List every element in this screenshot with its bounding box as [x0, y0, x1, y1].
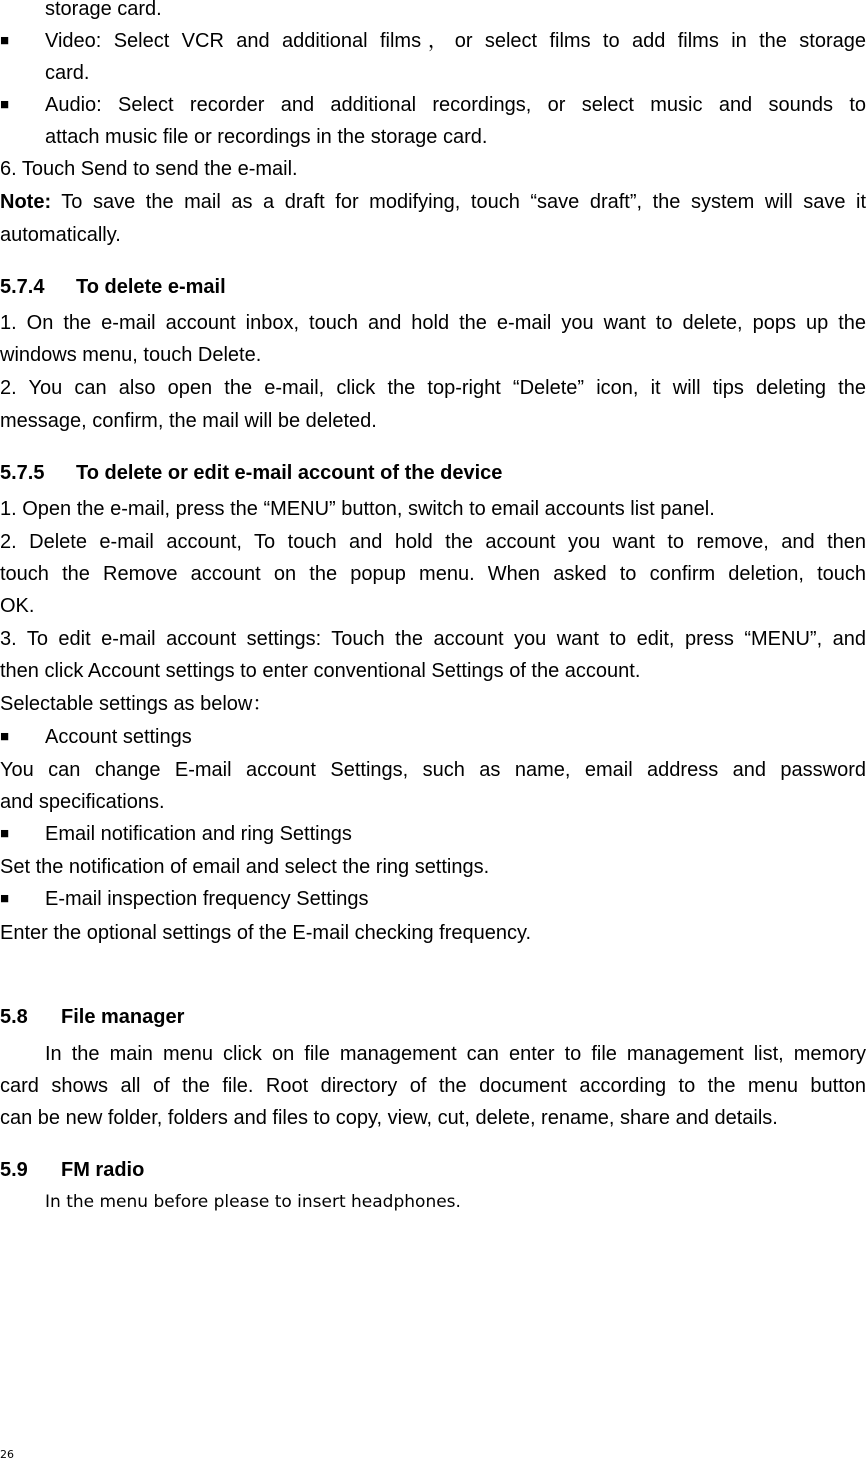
section-title: To delete or edit e-mail account of the device — [76, 462, 503, 484]
text-line: card. — [45, 62, 90, 84]
text-line: Set the notification of email and select the ring settings. — [0, 856, 490, 878]
text-line: and specifications. — [0, 791, 165, 813]
text-line: automatically. — [0, 224, 121, 246]
note-text: To save the mail as a draft for modifying, touch “save draft”, the system will save it — [51, 191, 866, 213]
text-line: message, confirm, the mail will be deleted. — [0, 410, 377, 432]
bullet-item-video: Video: Select VCR and additional films，or select films to add films in the storage — [45, 30, 866, 52]
heading-5-7-4 — [0, 271, 866, 303]
heading-5-9 — [0, 1154, 866, 1186]
text-line: In the main menu click on file management can enter to file management list, memory — [45, 1043, 866, 1065]
text-line: 3. To edit e-mail account settings: Touch the account you want to edit, press “MENU”, and — [0, 628, 866, 650]
bullet-item-audio: Audio: Select recorder and additional recordings, or select music and sounds to — [45, 94, 866, 116]
bullet-icon: ■ — [0, 32, 10, 49]
section-title: To delete e-mail — [76, 276, 226, 298]
section-number: 5.7.5 — [0, 462, 45, 484]
note-paragraph — [0, 186, 866, 218]
section-number: 5.9 — [0, 1159, 28, 1181]
heading-5-8 — [0, 1001, 866, 1033]
bullet-item-frequency: E-mail inspection frequency Settings — [45, 888, 369, 910]
text-line: You can change E-mail account Settings, such as name, email address and password — [0, 759, 866, 781]
bullet-icon: ■ — [0, 890, 10, 907]
bullet-item-notification: Email notification and ring Settings — [45, 823, 352, 845]
text-line: OK. — [0, 595, 35, 617]
text-line: storage card. — [45, 0, 162, 20]
text-line: windows menu, touch Delete. — [0, 344, 262, 366]
step-6: 6. Touch Send to send the e-mail. — [0, 158, 298, 180]
bullet-item-account-settings: Account settings — [45, 726, 192, 748]
bullet-icon: ■ — [0, 728, 10, 745]
note-label: Note: — [0, 191, 52, 213]
text-line: 2. You can also open the e-mail, click the top-right “Delete” icon, it will tips deleting the — [0, 377, 866, 399]
text-line: attach music file or recordings in the storage card. — [45, 126, 488, 148]
text-line: touch the Remove account on the popup menu. When asked to confirm deletion, touch — [0, 563, 866, 585]
section-number: 5.7.4 — [0, 276, 45, 298]
text-line: 1. On the e-mail account inbox, touch and hold the e-mail you want to delete, pops up the — [0, 312, 866, 334]
text-line: then click Account settings to enter conventional Settings of the account. — [0, 660, 641, 682]
text-line: In the menu before please to insert headphones. — [45, 1192, 461, 1212]
section-number: 5.8 — [0, 1006, 28, 1028]
text-line: Enter the optional settings of the E-mail checking frequency. — [0, 922, 532, 944]
text-line: card shows all of the file. Root directory of the document according to the menu button — [0, 1075, 866, 1097]
text-line: Selectable settings as below： — [0, 693, 273, 715]
page-number: 26 — [0, 1448, 14, 1461]
text-line: can be new folder, folders and files to copy, view, cut, delete, rename, share and details. — [0, 1107, 778, 1129]
text-line: 2. Delete e-mail account, To touch and hold the account you want to remove, and then — [0, 531, 866, 553]
section-title: FM radio — [61, 1159, 145, 1181]
section-title: File manager — [61, 1006, 185, 1028]
heading-5-7-5 — [0, 457, 866, 489]
bullet-icon: ■ — [0, 96, 10, 113]
text-line: 1. Open the e-mail, press the “MENU” button, switch to email accounts list panel. — [0, 498, 715, 520]
bullet-icon: ■ — [0, 825, 10, 842]
